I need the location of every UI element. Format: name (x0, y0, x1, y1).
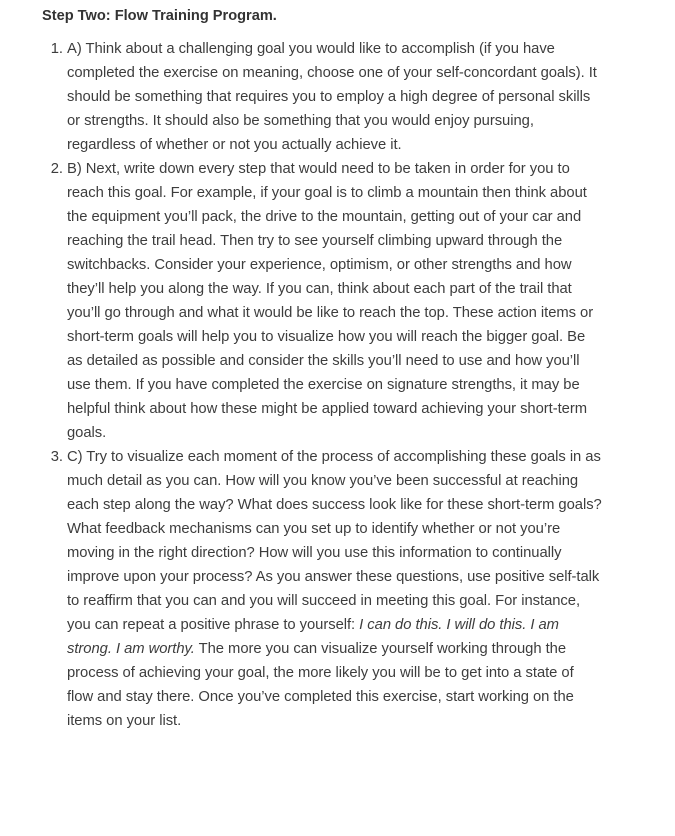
step-item-3 (67, 445, 602, 733)
step-item-1 (67, 37, 602, 157)
step-1-text: A) Think about a challenging goal you would like to accomplish (if you have completed the exercise on meaning, choose one of your self-concordant goals). It should be something that requires you to employ a high degree of personal skills or strengths. It should also be something that you would enjoy pursuing, regardless of whether or not you actually achieve it. (67, 41, 597, 153)
step-3-text-before: C) Try to visualize each moment of the process of accomplishing these goals in as much detail as you can. How will you know you’ve been successful at reaching each step along the way? What does success look like for these short-term goals? What feedback mechanisms can you set up to identify whether or not you’re moving in the right direction? How will you use this information to continually improve upon your process? As you answer these questions, use positive self-talk to reaffirm that you can and you will succeed in meeting this goal. For instance, you can repeat a positive phrase to yourself: (67, 449, 602, 633)
step-3-text-after: The more you can visualize yourself working through the process of achieving your goal, the more likely you will be to get into a state of flow and stay there. Once you’ve completed this exercise, start working on the items on your list. (67, 641, 574, 729)
step-item-2 (67, 157, 602, 445)
step-3-affirmation: I can do this. I will do this. I am strong. I am worthy. (67, 617, 559, 657)
steps-list (42, 37, 602, 733)
step-2-text: B) Next, write down every step that would need to be taken in order for you to reach this goal. For example, if your goal is to climb a mountain then think about the equipment you’ll pack, the drive to the mountain, getting out of your car and reaching the trail head. Then try to see yourself climbing upward through the switchbacks. Consider your experience, optimism, or other strengths and how they’ll help you along the way. If you can, think about each part of the trail that you’ll go through and what it would be like to reach the top. These action items or short-term goals will help you to visualize how you will reach the bigger goal. Be as detailed as possible and consider the skills you’ll need to use and how you’ll use them. If you have completed the exercise on signature strengths, it may be helpful think about how these might be applied toward achieving your short-term goals. (67, 161, 594, 441)
section-heading: Step Two: Flow Training Program. (42, 8, 277, 24)
